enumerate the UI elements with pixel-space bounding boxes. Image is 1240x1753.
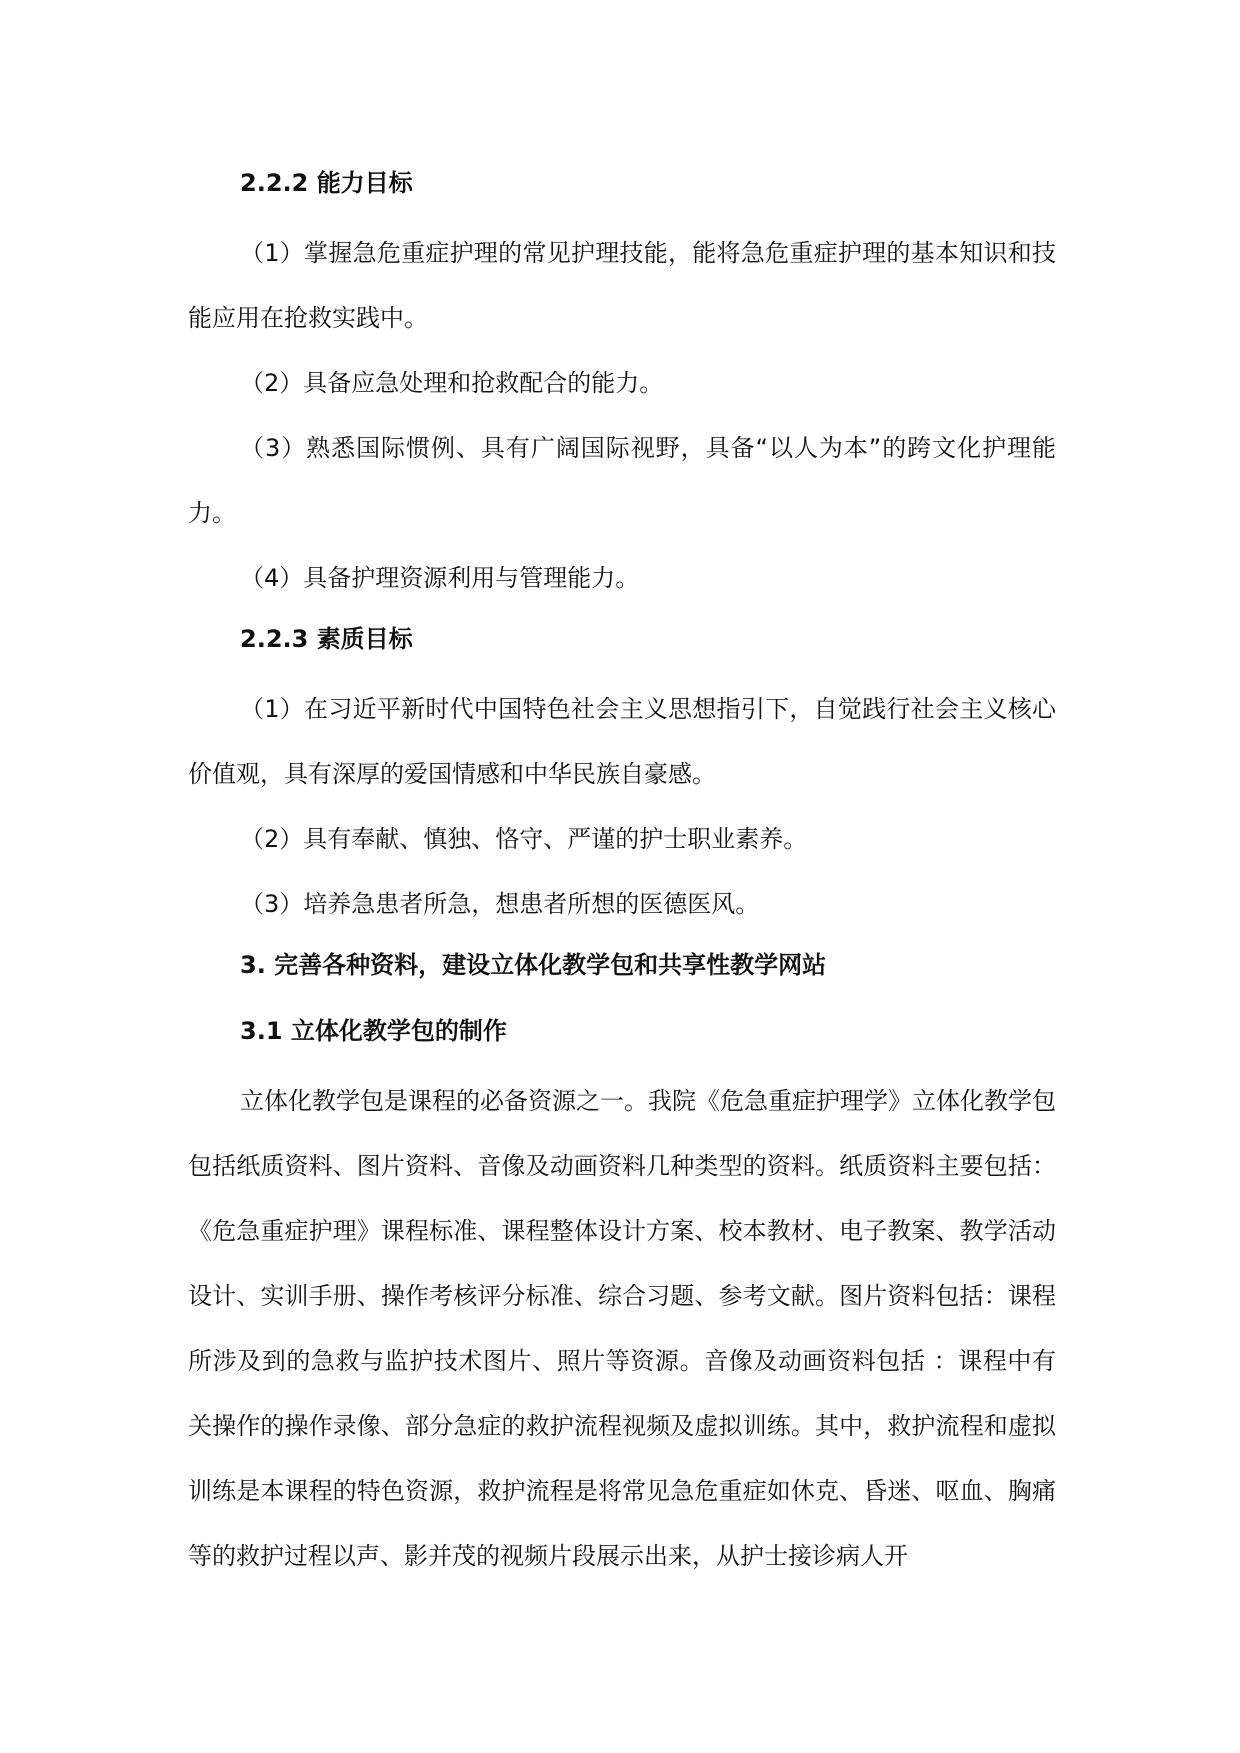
section-heading-resources: 3. 完善各种资料，建设立体化教学包和共享性教学网站 <box>240 951 827 979</box>
paragraph-quality-1: （1）在习近平新时代中国特色社会主义思想指引下，自觉践行社会主义核心价值观，具有深厚的爱国情感和中华民族自豪感。 <box>188 695 1056 788</box>
paragraph-quality-2: （2）具有奉献、慎独、恪守、严谨的护士职业素养。 <box>240 825 808 853</box>
section-heading-teaching-package: 3.1 立体化教学包的制作 <box>240 1017 507 1045</box>
section-heading-ability-goals: 2.2.2 能力目标 <box>240 169 413 197</box>
section-heading-quality-goals: 2.2.3 素质目标 <box>240 625 413 653</box>
paragraph-ability-1: （1）掌握急危重症护理的常见护理技能，能将急危重症护理的基本知识和技能应用在抢救实践中。 <box>188 239 1056 332</box>
paragraph-ability-2: （2）具备应急处理和抢救配合的能力。 <box>240 369 664 397</box>
paragraph-ability-4: （4）具备护理资源利用与管理能力。 <box>240 564 640 592</box>
paragraph-teaching-package: 立体化教学包是课程的必备资源之一。我院《危急重症护理学》立体化教学包包括纸质资料、图片资料、音像及动画资料几种类型的资料。纸质资料主要包括：《危急重症护理》课程标准、课程整体设计方案、校本教材、电子教案、教学活动设计、实训手册、操作考核评分标准、综合习题、参考文献。图片资料包括：课程所涉及到的急救与监护技术图片、照片等资源。音像及动画资料包括 ：课程中有关操作的操作录像、部分急症的救护流程视频及虚拟训练。其中，救护流程和虚拟训练是本课程的特色资源，救护流程是将常见急危重症如休克、昏迷、呕血、胸痛等的救护过程以声、影并茂的视频片段展示出来，从护士接诊病人开 <box>188 1087 1056 1570</box>
paragraph-ability-3: （3）熟悉国际惯例、具有广阔国际视野，具备“以人为本”的跨文化护理能力。 <box>188 434 1056 527</box>
document-body <box>188 155 1056 1589</box>
paragraph-quality-3: （3）培养急患者所急，想患者所想的医德医风。 <box>240 890 760 918</box>
